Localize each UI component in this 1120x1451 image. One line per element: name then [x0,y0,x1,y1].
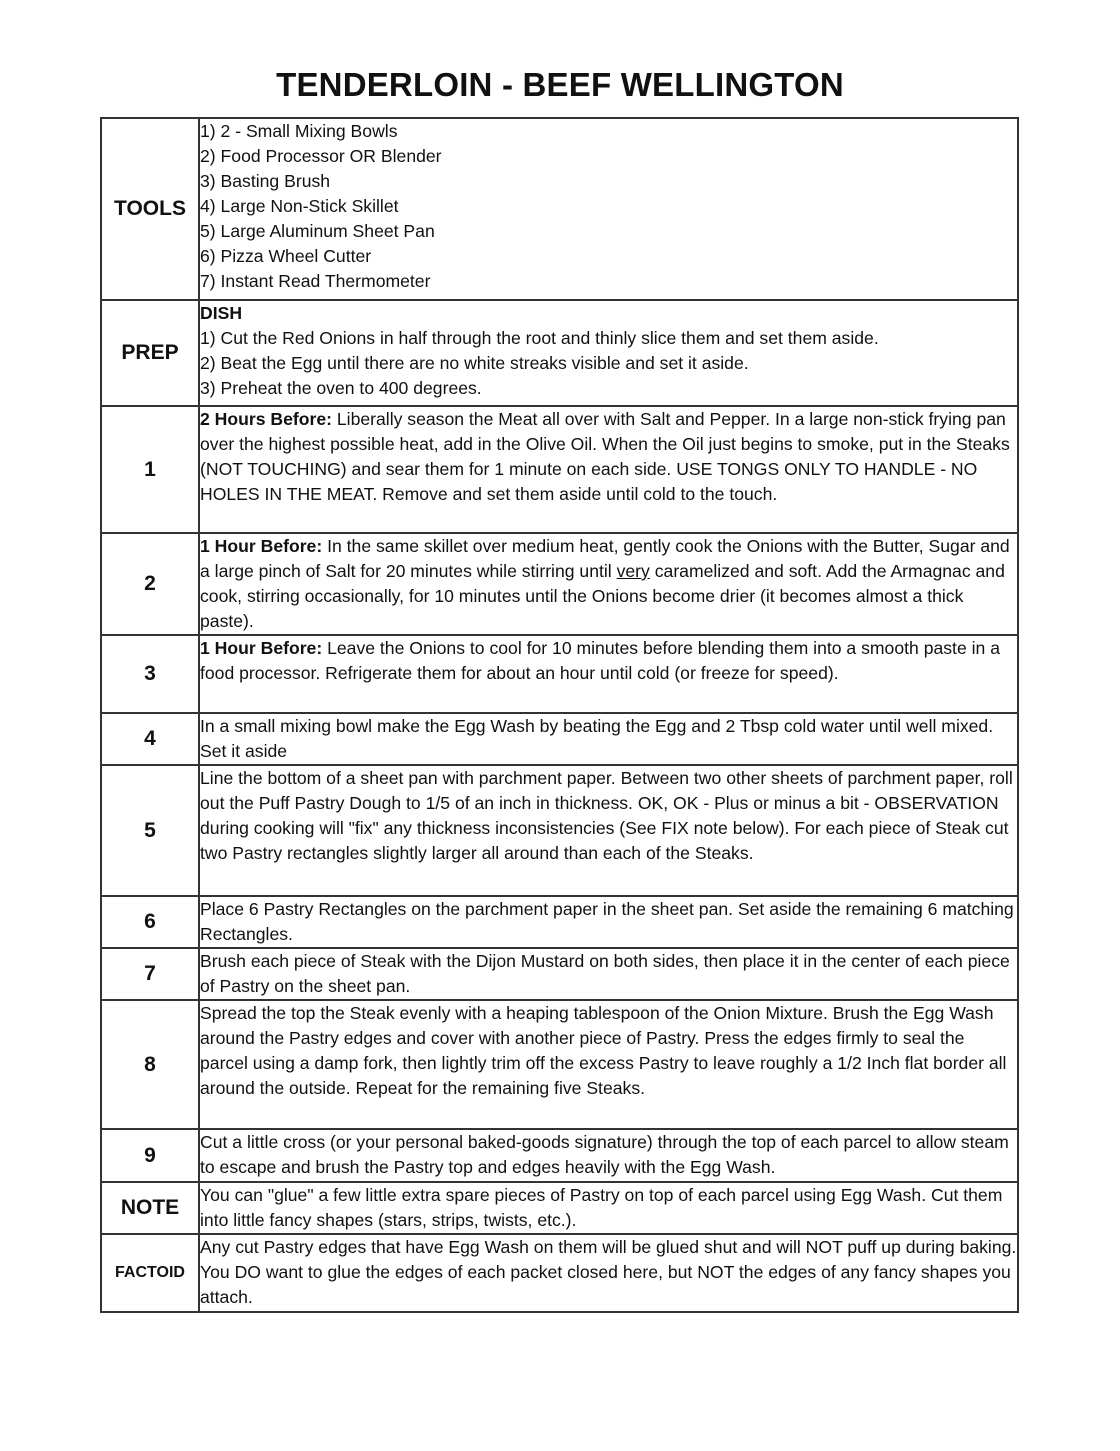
step-row-2 [101,533,1018,635]
step-row-3 [101,635,1018,713]
note-row [101,1182,1018,1234]
step-body: Leave the Onions to cool for 10 minutes before blending them into a smooth paste in a food processor. Refrigerate them for about an hour until cold (or freeze for speed). [200,638,1000,683]
step-number: 6 [101,896,199,948]
step-text: Brush each piece of Steak with the Dijon Mustard on both sides, then place it in the center of each piece of Pastry on the sheet pan. [199,948,1018,1000]
tools-item: 7) Instant Read Thermometer [200,271,431,291]
step-text: Cut a little cross (or your personal baked-goods signature) through the top of each parcel to allow steam to escape and brush the Pastry top and edges heavily with the Egg Wash. [199,1129,1018,1182]
step-number: 5 [101,765,199,896]
step-row-1 [101,406,1018,533]
step-text: Place 6 Pastry Rectangles on the parchment paper in the sheet pan. Set aside the remaining 6 matching Rectangles. [199,896,1018,948]
page-title: TENDERLOIN - BEEF WELLINGTON [276,66,844,103]
step-text [199,406,1018,533]
step-number: 4 [101,713,199,765]
factoid-label: FACTOID [101,1234,199,1312]
step-number: 3 [101,635,199,713]
step-text: Line the bottom of a sheet pan with parchment paper. Between two other sheets of parchment paper, roll out the Puff Pastry Dough to 1/5 of an inch in thickness. OK, OK - Plus or minus a bit - OBSERVATION during cooking will "fix" any thickness inconsistencies (See FIX note below). For each piece of Steak cut two Pastry rectangles slightly larger all around than each of the Steaks. [199,765,1018,896]
step-body: In the same skillet over medium heat, gently cook the Onions with the Butter, Sugar and a large pinch of Salt for 20 minutes while stirring until [200,536,1010,581]
step-row-6 [101,896,1018,948]
step-text: Spread the top the Steak evenly with a heaping tablespoon of the Onion Mixture. Brush the Egg Wash around the Pastry edges and cover with another piece of Pastry. Press the edges firmly to seal the parcel using a damp fork, then lightly trim off the excess Pastry to leave roughly a 1/2 Inch flat border all around the outside. Repeat for the remaining five Steaks. [199,1000,1018,1129]
tools-item: 3) Basting Brush [200,171,331,191]
tools-item: 4) Large Non-Stick Skillet [200,196,399,216]
prep-item: 1) Cut the Red Onions in half through the root and thinly slice them and set them aside. [200,328,879,348]
step-row-8 [101,1000,1018,1129]
step-lead: 1 Hour Before: [200,638,323,658]
step-number: 8 [101,1000,199,1129]
tools-list [199,118,1018,300]
step-number: 9 [101,1129,199,1182]
prep-item: 2) Beat the Egg until there are no white streaks visible and set it aside. [200,353,749,373]
prep-item: 3) Preheat the oven to 400 degrees. [200,378,482,398]
prep-list [199,300,1018,406]
factoid-row [101,1234,1018,1312]
recipe-table [100,117,1019,1313]
tools-item: 1) 2 - Small Mixing Bowls [200,121,398,141]
step-row-7 [101,948,1018,1000]
tools-row [101,118,1018,300]
prep-row [101,300,1018,406]
step-lead: 1 Hour Before: [200,536,323,556]
step-text [199,635,1018,713]
step-number: 2 [101,533,199,635]
note-label: NOTE [101,1182,199,1234]
step-row-9 [101,1129,1018,1182]
note-text: You can "glue" a few little extra spare pieces of Pastry on top of each parcel using Egg Wash. Cut them into little fancy shapes (stars, strips, twists, etc.). [199,1182,1018,1234]
prep-label: PREP [101,300,199,406]
step-lead: 2 Hours Before: [200,409,332,429]
step-text [199,533,1018,635]
step-row-4 [101,713,1018,765]
step-body: Liberally season the Meat all over with Salt and Pepper. In a large non-stick frying pan over the highest possible heat, add in the Olive Oil. When the Oil just begins to smoke, put in the Steaks (NOT TOUCHING) and sear them for 1 minute on each side. USE TONGS ONLY TO HANDLE - NO HOLES IN THE MEAT. Remove and set them aside until cold to the touch. [200,409,1010,504]
step-row-5 [101,765,1018,896]
step-text: In a small mixing bowl make the Egg Wash by beating the Egg and 2 Tbsp cold water until well mixed. Set it aside [199,713,1018,765]
step-number: 7 [101,948,199,1000]
step-body: caramelized and soft. Add the Armagnac and cook, stirring occasionally, for 10 minutes until the Onions become drier (it becomes almost a thick paste). [200,561,1005,631]
step-emphasis: very [616,561,650,581]
step-number: 1 [101,406,199,533]
tools-item: 6) Pizza Wheel Cutter [200,246,372,266]
tools-label: TOOLS [101,118,199,300]
prep-heading: DISH [200,303,243,323]
tools-item: 2) Food Processor OR Blender [200,146,442,166]
tools-item: 5) Large Aluminum Sheet Pan [200,221,435,241]
factoid-text: Any cut Pastry edges that have Egg Wash on them will be glued shut and will NOT puff up during baking. You DO want to glue the edges of each packet closed here, but NOT the edges of any fancy shapes you attach. [199,1234,1018,1312]
